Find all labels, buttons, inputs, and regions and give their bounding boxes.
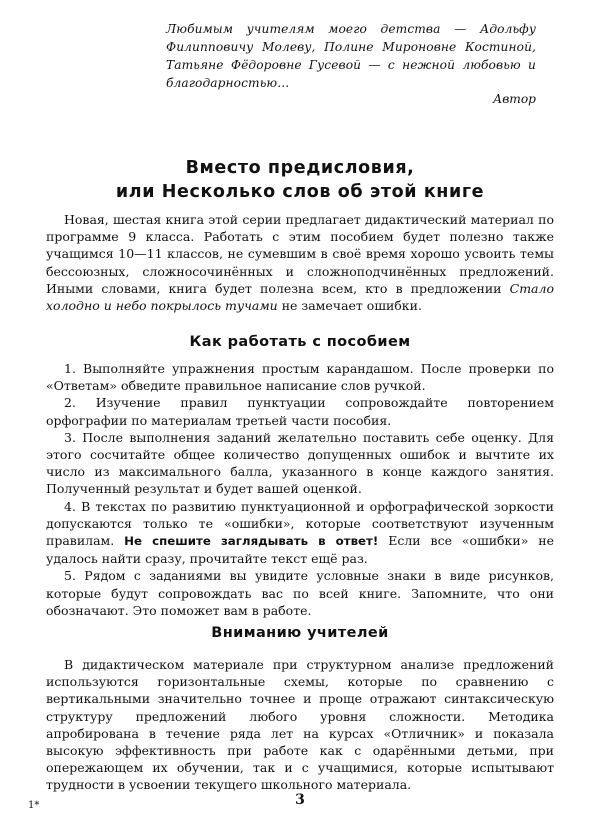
how-to-heading: Как работать с пособием xyxy=(189,334,411,350)
dedication-author: Автор xyxy=(492,92,536,106)
intro-text-2: не замечает ошибки. xyxy=(277,298,422,314)
dedication-text: Любимым учителям моего детства — Адольфу Филипповичу Молеву, Полине Мироновне Костиной, Татьяне Фёдоровне Гусевой — с нежной любовью и благодарностью... xyxy=(166,22,536,90)
signature-mark: 1* xyxy=(28,800,40,811)
how-to-item-3: 3. После выполнения заданий желательно поставить себе оценку. Для этого сосчитайте общее количество допущенных ошибок и вычтите их число из максимального балла, указанного в конце каждого занятия. Полученный результат и будет вашей оценкой. xyxy=(46,429,554,497)
how-to-item-4-warning: Не спешите заглядывать в ответ! xyxy=(124,534,379,549)
how-to-item-4-text-1: 4. В текстах по развитию пунктуационной и орфографической зоркости допускаются только те «ошибки», которые соответствуют изученным правилам. xyxy=(46,498,554,549)
intro-paragraph xyxy=(46,211,554,314)
page-title xyxy=(0,156,600,204)
how-to-item-4-text-2: Если все «ошибки» не удалось найти сразу, прочитайте текст ещё раз. xyxy=(46,533,554,567)
how-to-item-5: 5. Рядом с заданиями вы увидите условные знаки в виде рисунков, которые будут сопровождать вас по всей книге. Запомните, что они обозначают. Это поможет вам в работе. xyxy=(46,568,554,618)
page-number: 3 xyxy=(295,792,305,808)
how-to-item-4 xyxy=(46,498,554,568)
page-title-line-1: Вместо предисловия, xyxy=(185,158,415,178)
page-title-line-2: или Несколько слов об этой книге xyxy=(115,182,485,202)
teachers-heading: Вниманию учителей xyxy=(211,625,389,641)
intro-text-1: Новая, шестая книга этой серии предлагает дидактический материал по программе 9 класса. Работать с этим пособием будет полезно также учащимся 10—11 классов, не сумевшим в своё время хорошо усвоить темы бессоюзных, сложносочинённых и сложноподчинённых предложений. Иными словами, книга будет полезна всем, кто в предложении xyxy=(46,212,554,296)
intro-example-sentence: Стало холодно и небо покрылось тучами xyxy=(46,280,554,314)
how-to-item-2: 2. Изучение правил пунктуации сопровождайте повторением орфографии по материалам третьей части пособия. xyxy=(46,395,554,428)
how-to-item-1: 1. Выполняйте упражнения простым карандашом. После проверки по «Ответам» обведите правильное написание слов ручкой. xyxy=(46,361,554,394)
teachers-paragraph: В дидактическом материале при структурном анализе предложений используются горизонтальные схемы, которые по сравнению с вертикальными значительно точнее и проще отражают синтаксическую структуру предложений любого уровня сложности. Методика апробирована в течение ряда лет на курсах «Отличник» и показала высокую эффективность при работе как с одарёнными детьми, при опережающем их обучении, так и с учащимися, которые испытывают трудности в усвоении текущего школьного материала. xyxy=(46,657,554,793)
how-to-list xyxy=(46,360,554,619)
